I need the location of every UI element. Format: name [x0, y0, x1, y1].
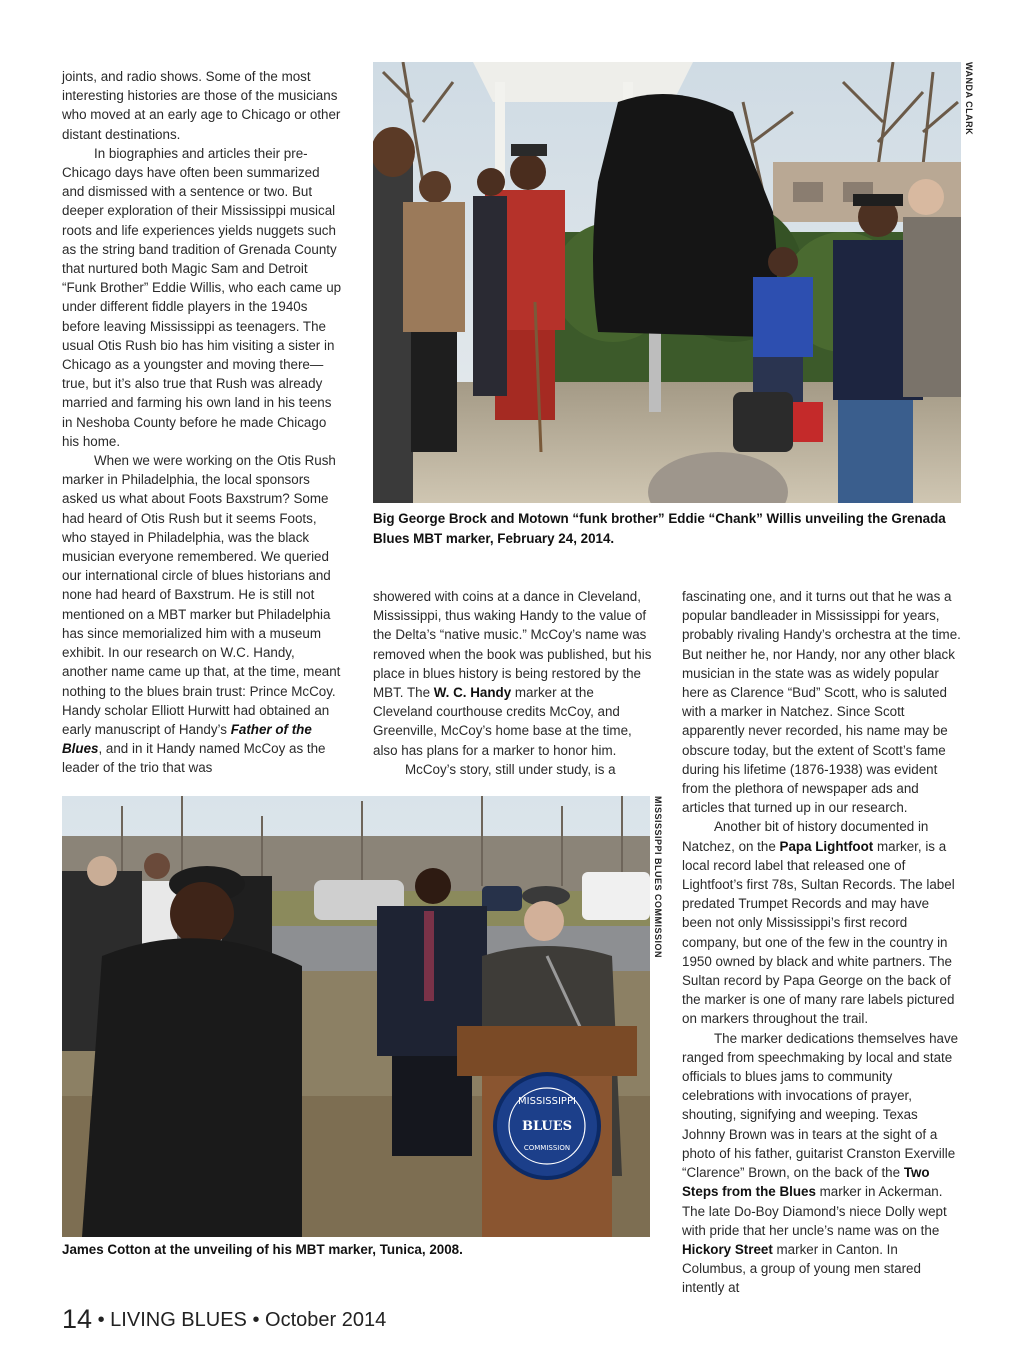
photo-credit: WANDA CLARK: [964, 62, 974, 136]
photo-caption: James Cotton at the unveiling of his MBT marker, Tunica, 2008.: [62, 1242, 463, 1257]
column-2: [373, 587, 655, 779]
paragraph-text: When we were working on the Otis Rush marker in Philadelphia, the local sponsors asked us what about Foots Baxstrum? Some had heard of Otis Rush but it seems Foots, who stayed in Philadelphia, was the black musician everyone remembered. We queried our international circle of blues historians and none had heard of Baxstrum. He is still not mentioned on a MBT marker but Philadelphia has since memorialized him with a museum exhibit. In our research on W.C. Handy, another name came up that, at the time, meant nothing to the blues brain trust: Prince McCoy. Handy scholar Elliott Hurwitt had obtained an early manuscript of Handy’s: [62, 453, 341, 737]
paragraph: [682, 1029, 962, 1298]
separator: •: [92, 1309, 111, 1331]
paragraph: joints, and radio shows. Some of the most interesting histories are those of the musicians who moved at an early age to Chicago or other distant destinations.: [62, 69, 341, 142]
page-footer: [62, 1304, 386, 1335]
paragraph-text: marker at the Cleveland courthouse credits McCoy, and Greenville, McCoy’s home base at the time, also has plans for a marker to honor him.: [373, 685, 632, 758]
paragraph-text: , and in it Handy named McCoy as the leader of the trio that was: [62, 741, 326, 776]
paragraph-text: The marker dedications themselves have ranged from speechmaking by local and state officials to blues jams to community celebrations with invocations of prayer, shouting, signifying and weeping. Texas Johnny Brown was in tears at the sight of a photo of his father, guitarist Cranston Exerville “Clarence” Brown, on the back of the: [682, 1030, 959, 1181]
paragraph: McCoy’s story, still under study, is a: [405, 761, 616, 777]
seal-text-top: MISSISSIPPI: [518, 1096, 576, 1107]
photo-credit: MISSISSIPPI BLUES COMMISSION: [653, 796, 663, 959]
seal-text-mid: BLUES: [521, 1119, 573, 1134]
marker-name: Hickory Street: [682, 1241, 773, 1257]
column-1: [62, 67, 342, 778]
book-title: Father of the Blues: [62, 721, 312, 757]
seal-text-bottom: COMMISSION: [523, 1144, 571, 1152]
paragraph-text: marker in Ackerman. The late Do-Boy Diamond’s niece Dolly wept with pride that her uncle’s name was on the: [682, 1184, 947, 1238]
page-number: 14: [62, 1304, 93, 1334]
paragraph-text: showered with coins at a dance in Cleveland, Mississippi, thus waking Handy to the value of the Delta’s “native music.” McCoy’s name was removed when the book was published, but his place in blues history is being restored by the MBT. The: [373, 589, 652, 701]
marker-name: Papa Lightfoot: [779, 838, 874, 854]
photo-image: [373, 62, 961, 503]
marker-name: Two Steps from the Blues: [682, 1165, 930, 1200]
paragraph: [373, 587, 655, 760]
photo-caption: Big George Brock and Motown “funk brother” Eddie “Chank” Willis unveiling the Grenada Blues MBT marker, February 24, 2014.: [373, 511, 946, 546]
separator: •: [246, 1309, 266, 1331]
photo-image: [62, 796, 650, 1237]
paragraph-text: Another bit of history documented in Natchez, on the: [682, 819, 929, 854]
paragraph: [682, 817, 962, 1028]
paragraph: In biographies and articles their pre-Chicago days have often been summarized and dismissed with a sentence or two. But deeper exploration of their Mississippi musical roots and life experiences yields nuggets such as the string band tradition of Grenada County that nurtured both Magic Sam and Detroit “Funk Brother” Eddie Willis, who each came up under different fiddle players in the 1940s before leaving Mississippi as teenagers. The usual Otis Rush bio has him visiting a sister in Chicago as a youngster and moving there—true, but it’s also true that Rush was already married and farming his own land in his teens in Neshoba County before he made Chicago his home.: [62, 145, 342, 449]
photo-marker-unveiling-grenada: [373, 62, 961, 503]
paragraph: [62, 451, 342, 777]
paragraph-text: marker in Canton. In Columbus, a group of young men stared intently at: [682, 1241, 921, 1296]
column-3: [682, 587, 962, 1298]
magazine-name: LIVING BLUES: [110, 1309, 247, 1331]
photo-james-cotton-tunica: [62, 796, 650, 1237]
paragraph-text: marker, is a local record label that released one of Lightfoot’s first 78s, Sultan Records. The label predated Trumpet Records and may have been not only Mississippi’s first record company, but one of the few in the country in 1950 owned by black and white partners. The Sultan record by Papa George on the back of the marker is one of many rare labels pictured on markers throughout the trail.: [682, 838, 955, 1027]
paragraph: fascinating one, and it turns out that he was a popular bandleader in Mississippi for years, probably rivaling Handy’s orchestra at the time. But neither he, nor Handy, nor any other black musician in the state was as widely popular here as Clarence “Bud” Scott, who is saluted with a marker in Natchez. Since Scott apparently never recorded, his name may be obscure today, but the extent of Scott’s fame during his lifetime (1876-1938) was evident from the plethora of newspaper ads and articles that turned up in our research.: [682, 589, 961, 816]
marker-name: W. C. Handy: [433, 685, 512, 701]
issue-date: October 2014: [265, 1309, 387, 1331]
